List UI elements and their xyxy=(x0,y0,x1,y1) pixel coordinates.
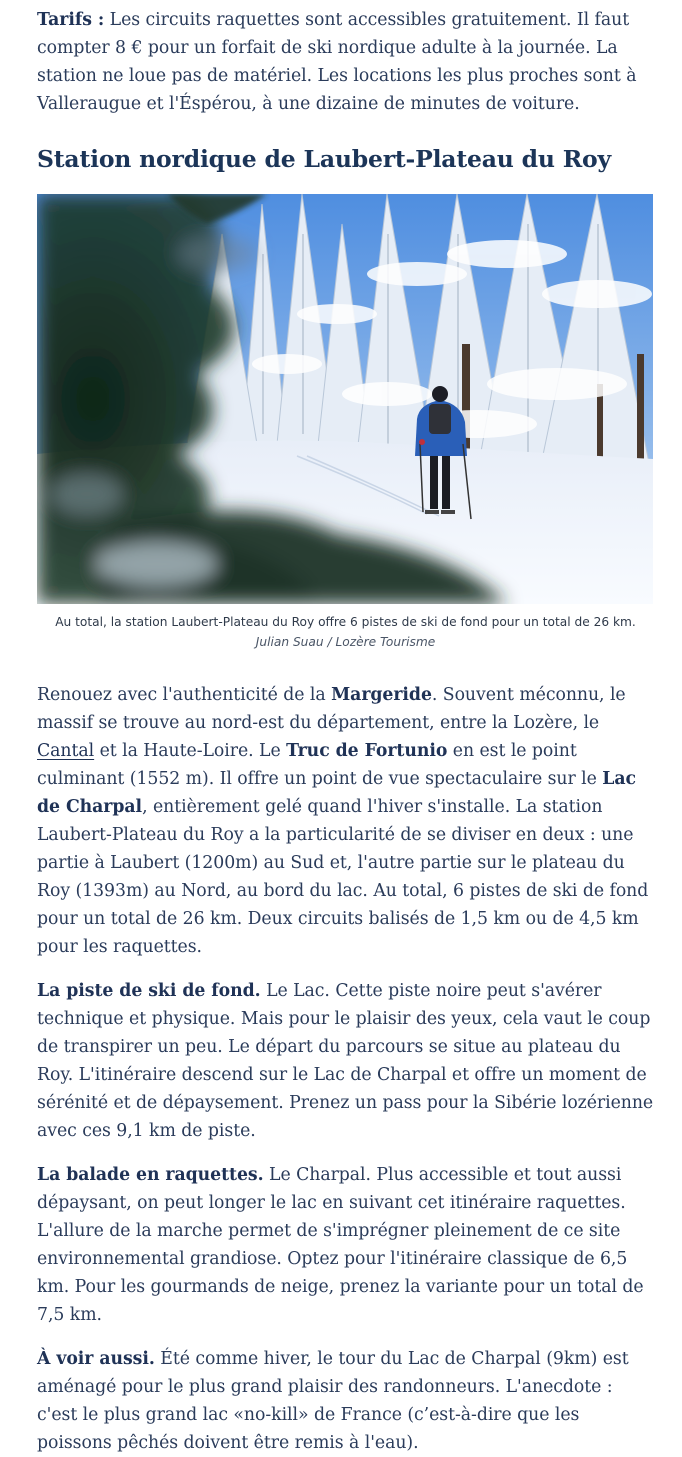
bold-margeride: Margeride xyxy=(331,685,432,705)
piste-text: Le Lac. Cette piste noire peut s'avérer technique et physique. Mais pour le plaisir des yeux, cela vaut le coup de transpirer un peu. Le départ du parcours se situe au plateau du Roy. L'itinéraire descend sur le Lac de Charpal et offre un moment de sérénité et de dépaysement. Prenez un pass pour la Sibérie lozérienne avec ces 9,1 km de piste. xyxy=(37,981,654,1141)
section-title: Station nordique de Laubert-Plateau du Roy xyxy=(37,145,611,173)
text-run: en est le point culminant (1552 m). Il offre un point de vue spectaculaire sur le xyxy=(37,741,603,789)
tarifs-paragraph xyxy=(37,0,654,118)
caption-text: Au total, la station Laubert-Plateau du Roy offre 6 pistes de ski de fond pour un total de 26 km. xyxy=(55,615,636,629)
voir-aussi-text: Été comme hiver, le tour du Lac de Charpal (9km) est aménagé pour le plus grand plaisir des randonneurs. L'anecdote : c'est le plus grand lac «no-kill» de France (c’est-à-dire que les poissons pêchés doivent être remis à l'eau). xyxy=(37,1349,629,1453)
tarifs-label: Tarifs : xyxy=(37,10,105,30)
voir-aussi-paragraph xyxy=(37,1345,654,1457)
text-run: Renouez avec l'authenticité de la xyxy=(37,685,332,705)
piste-label: La piste de ski de fond. xyxy=(37,981,261,1001)
tarifs-text: Les circuits raquettes sont accessibles gratuitement. Il faut compter 8 € pour un forfait de ski nordique adulte à la journée. La station ne loue pas de matériel. Les locations les plus proches sont à Valleraugue et l'Éspérou, à une dizaine de minutes de voiture. xyxy=(37,10,637,114)
balade-paragraph xyxy=(37,1161,654,1329)
bold-lac-de-charpal: Lac de Charpal xyxy=(37,769,636,817)
cantal-link[interactable]: Cantal xyxy=(37,741,95,761)
balade-text: Le Charpal. Plus accessible et tout aussi dépaysant, on peut longer le lac en suivant cet itinéraire raquettes. L'allure de la marche permet de s'imprégner pleinement de ce site environnemental grandiose. Optez pour l'itinéraire classique de 6,5 km. Pour les gourmands de neige, prenez la variante pour un total de 7,5 km. xyxy=(37,1165,644,1325)
text-run: . Souvent méconnu, le massif se trouve au nord-est du département, entre la Lozère, le xyxy=(37,685,626,733)
article-photo xyxy=(37,194,653,604)
text-run: et la Haute-Loire. Le xyxy=(94,741,287,761)
snowy-forest-image xyxy=(37,194,653,604)
margeride-paragraph xyxy=(37,681,654,961)
balade-label: La balade en raquettes. xyxy=(37,1165,264,1185)
voir-aussi-label: À voir aussi. xyxy=(37,1349,155,1369)
piste-paragraph xyxy=(37,977,654,1145)
photo-caption xyxy=(37,612,654,652)
photo-credit: Julian Suau / Lozère Tourisme xyxy=(255,635,436,649)
text-run: , entièrement gelé quand l'hiver s'installe. La station Laubert-Plateau du Roy a la particularité de se diviser en deux : une partie à Laubert (1200m) au Sud et, l'autre partie sur le plateau du Roy (1393m) au Nord, au bord du lac. Au total, 6 pistes de ski de fond pour un total de 26 km. Deux circuits balisés de 1,5 km ou de 4,5 km pour les raquettes. xyxy=(37,797,649,957)
bold-truc-de-fortunio: Truc de Fortunio xyxy=(286,741,448,761)
